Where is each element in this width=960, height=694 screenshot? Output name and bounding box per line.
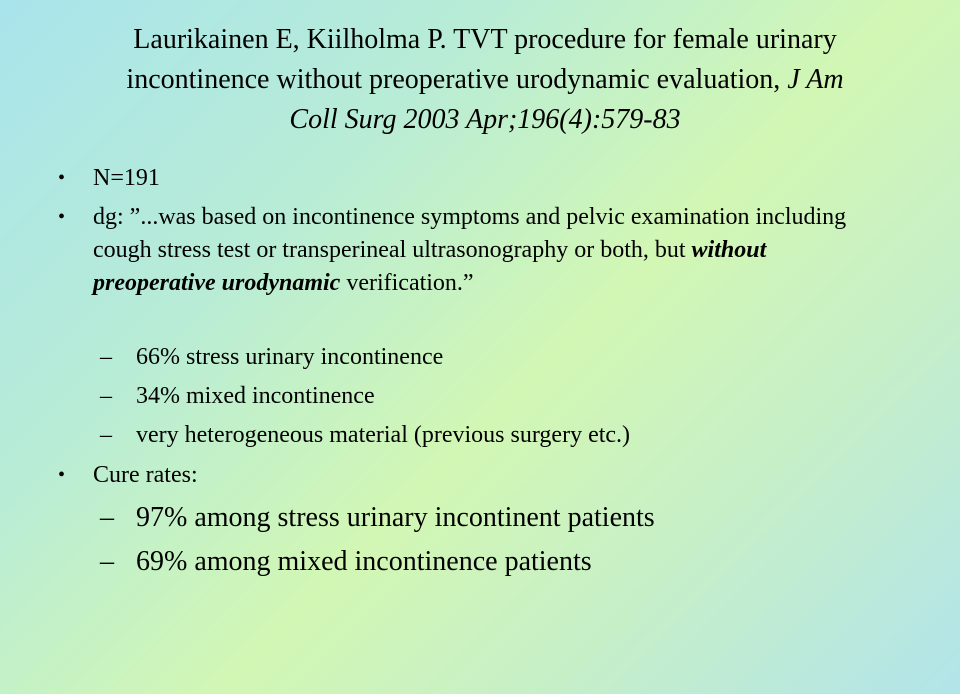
title-line-3: Coll Surg 2003 Apr;196(4):579-83 xyxy=(289,104,681,135)
title-line-1: Laurikainen E, Kiilholma P. TVT procedure for female urinary xyxy=(133,24,837,55)
bullet-dot-icon: • xyxy=(58,206,66,228)
dg-text-before: dg: ”...was based on incontinence symptoms and pelvic examination including cough stress test or transperineal ultrasonography or both, but xyxy=(93,204,847,263)
dash-icon: – xyxy=(100,422,112,448)
sub-bullet-2-text: 34% mixed incontinence xyxy=(136,383,375,409)
sub-bullet-3-text: very heterogeneous material (previous surgery etc.) xyxy=(136,422,631,448)
dg-text-emphasis: without preoperative urodynamic xyxy=(93,237,767,296)
cure-sub-bullet-2-text: 69% among mixed incontinence patients xyxy=(136,546,592,577)
dash-icon: – xyxy=(100,383,112,409)
bullet-dg-text xyxy=(93,201,893,300)
dash-icon: – xyxy=(100,344,112,370)
title-line-2-journal: J Am xyxy=(787,64,844,95)
slide-title xyxy=(60,20,910,140)
bullet-dot-icon: • xyxy=(58,167,66,189)
cure-sub-bullet-1-text: 97% among stress urinary incontinent patients xyxy=(136,502,655,533)
sub-bullet-1-text: 66% stress urinary incontinence xyxy=(136,344,444,370)
title-line-2 xyxy=(60,60,910,100)
bullet-cure-text: Cure rates: xyxy=(93,462,198,488)
bullet-dot-icon: • xyxy=(58,464,66,486)
bullet-n-text: N=191 xyxy=(93,165,160,191)
dg-text-after: verification.” xyxy=(340,270,474,296)
dash-icon: – xyxy=(100,546,114,577)
title-line-2-text: incontinence without preoperative urodynamic evaluation, xyxy=(126,64,788,95)
dash-icon: – xyxy=(100,502,114,533)
